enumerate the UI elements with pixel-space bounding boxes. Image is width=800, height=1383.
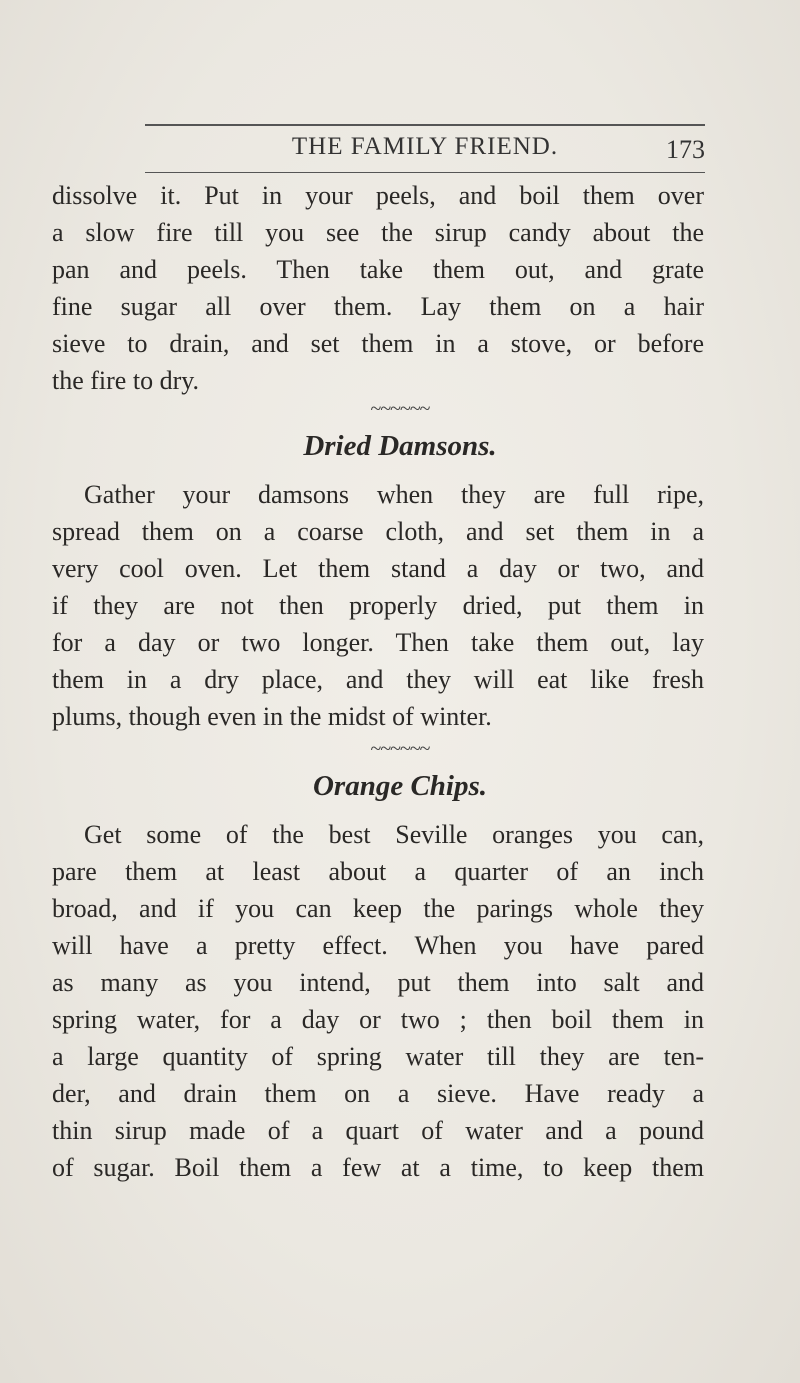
running-title: THE FAMILY FRIEND. [291,133,559,160]
text-line: if they are not then properly dried, put them in [52,591,704,620]
section-heading-orange-chips: Orange Chips. [312,770,488,802]
header-top-rule [145,124,705,126]
text-line: them in a dry place, and they will eat like fresh [52,665,704,694]
text-line: pan and peels. Then take them out, and grate [52,255,704,284]
text-line: spring water, for a day or two ; then boil them in [52,1005,704,1034]
text-line: Get some of the best Seville oranges you can, [84,820,704,849]
page-number: 173 [666,135,705,164]
paragraph-continuation [52,177,704,399]
text-line: fine sugar all over them. Lay them on a hair [52,292,704,321]
text-line: as many as you intend, put them into salt and [52,968,704,997]
text-line: will have a pretty effect. When you have pared [52,931,704,960]
running-head [145,133,705,167]
section-heading-dried-damsons: Dried Damsons. [303,430,497,462]
text-line: for a day or two longer. Then take them out, lay [52,628,704,657]
text-line: plums, though even in the midst of winter. [52,702,492,731]
paragraph-dried-damsons [52,476,704,735]
text-line: Gather your damsons when they are full ripe, [84,480,704,509]
text-line: a large quantity of spring water till they are ten- [52,1042,704,1071]
text-line: der, and drain them on a sieve. Have ready a [52,1079,704,1108]
text-line: a slow fire till you see the sirup candy about the [52,218,704,247]
text-line: very cool oven. Let them stand a day or two, and [52,554,704,583]
text-line: broad, and if you can keep the parings whole they [52,894,704,923]
text-line: the fire to dry. [52,366,200,395]
section-ornament: ~~~~~~ [370,738,430,760]
paragraph-orange-chips [52,816,704,1186]
header-bottom-rule [145,172,705,173]
section-ornament: ~~~~~~ [370,398,430,420]
text-line: sieve to drain, and set them in a stove, or before [52,329,704,358]
text-line: of sugar. Boil them a few at a time, to keep them [52,1153,704,1182]
text-line: spread them on a coarse cloth, and set them in a [52,517,704,546]
text-line: dissolve it. Put in your peels, and boil them over [52,181,704,210]
text-line: pare them at least about a quarter of an inch [52,857,704,886]
text-line: thin sirup made of a quart of water and a pound [52,1116,704,1145]
